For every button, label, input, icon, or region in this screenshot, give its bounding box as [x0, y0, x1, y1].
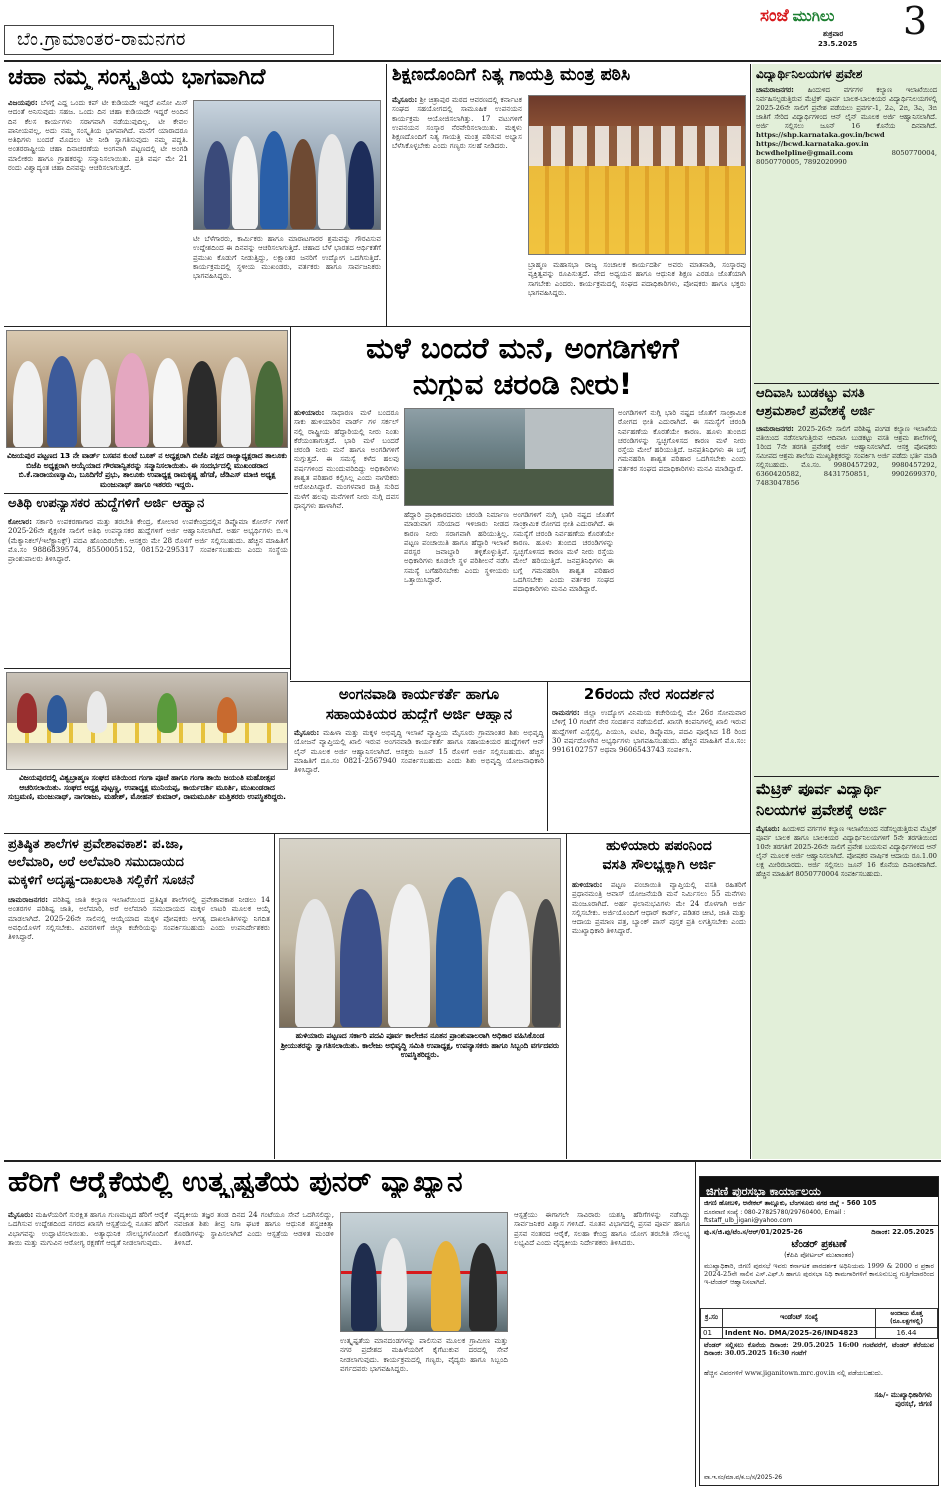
- col-rule-1: [386, 64, 387, 326]
- tender-cell-amount: 16.44: [876, 1327, 938, 1338]
- rain-dateline: ಹುಳಿಯಾರು:: [294, 408, 325, 417]
- col-rule-school: [274, 833, 275, 1159]
- hostel-email[interactable]: bcwdhelpline@gmail.com: [756, 149, 854, 157]
- tender-notice: [699, 1176, 939, 1486]
- college-photo: [279, 838, 561, 1028]
- rain-col-3: ಅಂಗಡಿಗಳಿಗೆ ನುಗ್ಗಿ ಭಾರಿ ನಷ್ಟದ ಜೊತೆಗೆ ಸಾಂಕ್ರಾಮಿಕ ರೋಗದ ಭೀತಿ ಎದುರಾಗಿದೆ. ಈ ಸಮಸ್ಯೆಗೆ ಚರಂಡಿ ನಿರ್ವಹಣೆಯ ಕೊರತೆಯೇ ಕಾರಣ. ಹೂಳು ತುಂಬಿದ ಚರಂಡಿಗಳನ್ನು ಸ್ವಚ್ಛಗೊಳಿಸದ ಕಾರಣ ಮಳೆ ನೀರು ರಸ್ತೆಯ ಮೇಲೆ ಹರಿಯುತ್ತಿದೆ. ಜನಪ್ರತಿನಿಧಿಗಳು ಈ ಬಗ್ಗೆ ಗಮನಹರಿಸಿ ಶಾಶ್ವತ ಪರಿಹಾರ ಒದಗಿಸಬೇಕು ಎಂದು ವರ್ತಕರ ಸಂಘದ ಪದಾಧಿಕಾರಿಗಳು ಮನವಿ ಮಾಡಿದ್ದಾರೆ.: [513, 510, 614, 594]
- tender-col-amount: ಅಂದಾಜು ಮೊತ್ತ (ರೂ.ಲಕ್ಷಗಳಲ್ಲಿ): [876, 1308, 938, 1327]
- tender-cell-sl: 01: [701, 1327, 723, 1338]
- tender-notice-title: ಟೆಂಡರ್ ಪ್ರಕಟಣೆ: [791, 1239, 847, 1250]
- anganwadi-body-text: ಮಹಿಳಾ ಮತ್ತು ಮಕ್ಕಳ ಅಭಿವೃದ್ಧಿ ಇಲಾಖೆ ವ್ಯಾಪ್ತಿಯ ಮೈಸೂರು ಗ್ರಾಮಾಂತರ ಶಿಶು ಅಭಿವೃದ್ಧಿ ಯೋಜನೆ ವ್ಯಾಪ್ತಿಯಲ್ಲಿ ಖಾಲಿ ಇರುವ ಅಂಗನವಾಡಿ ಕಾರ್ಯಕರ್ತೆ ಹಾಗೂ ಸಹಾಯಕಿಯರ ಹುದ್ದೆಗಳಿಗೆ ಆನ್ ಲೈನ್ ಮೂಲಕ ಅರ್ಜಿ ಆಹ್ವಾನಿಸಲಾಗಿದೆ. ಆಸಕ್ತರು ಜೂನ್ 15 ರೊಳಗೆ ಅರ್ಜಿ ಸಲ್ಲಿಸಬಹುದು. ಹೆಚ್ಚಿನ ಮಾಹಿತಿಗೆ ದೂ.ಸಂ 0821-2567940 ಸಂಪರ್ಕಿಸಬಹುದು ಎಂದು ಶಿಶು ಅಭಿವೃದ್ಧಿ ಯೋಜನಾಧಿಕಾರಿ ತಿಳಿಸಿದ್ದಾರೆ.: [294, 728, 544, 775]
- heritage-col-3: ಉತ್ಕೃಷ್ಟತೆಯ ಮಾನದಂಡಗಳನ್ನು ಪಾಲಿಸುವ ಮೂಲಕ ಗ್ರಾಮೀಣ ಮತ್ತು ನಗರ ಪ್ರದೇಶದ ಮಹಿಳೆಯರಿಗೆ ಕೈಗೆಟುಕುವ ದರದಲ್ಲಿ ಸೇವೆ ನೀಡಲಾಗುವುದು. ಕಾರ್ಯಕ್ರಮದಲ್ಲಿ ಗಣ್ಯರು, ವೈದ್ಯರು ಹಾಗೂ ಸಿಬ್ಬಂದಿ ವರ್ಗದವರು ಭಾಗವಹಿಸಿದ್ದರು.: [340, 1336, 508, 1373]
- tender-ref: ಪು.ಸ/ಜಿ.ಪು/ಟೆಂ.ಸ/ಆರ್/01/2025-26: [704, 1228, 803, 1236]
- school-headline-3: ಮಕ್ಕಳಿಗೆ ಅದೃಷ್ಟ-ದಾಖಲಾತಿ ಸಲ್ಲಿಕೆಗೆ ಸೂಚನೆ: [8, 874, 195, 888]
- group-photo: [6, 330, 288, 448]
- gayatri-photo: [528, 95, 746, 255]
- lecturer-dateline: ಕೋಲಾರ:: [8, 517, 33, 526]
- gayatri-body-a: [392, 95, 522, 323]
- jobfair-dateline: ರಾಮನಗರ:: [552, 708, 580, 717]
- school-headline-1: ಪ್ರತಿಷ್ಠಿತ ಶಾಲೆಗಳ ಪ್ರವೇಶಾವಕಾಶ: ಪ.ಜಾ,: [8, 838, 184, 852]
- jobfair-headline: 26ರಂದು ನೇರ ಸಂದರ್ಶನ: [583, 686, 715, 703]
- school-body: [8, 895, 270, 1155]
- heritage-col-2: ವೈದ್ಯಕೀಯ ತಜ್ಞರ ತಂಡ ದಿನದ 24 ಗಂಟೆಯೂ ಸೇವೆ ಒದಗಿಸಲಿದ್ದು, ನವಜಾತ ಶಿಶು ತೀವ್ರ ನಿಗಾ ಘಟಕ ಹಾಗೂ ಆಧುನಿಕ ಶಸ್ತ್ರಚಿಕಿತ್ಸಾ ಕೊಠಡಿಗಳನ್ನು ಸ್ಥಾಪಿಸಲಾಗಿದೆ ಎಂದು ಆಸ್ಪತ್ರೆಯ ಆಡಳಿತ ಮಂಡಳಿ ತಿಳಿಸಿದೆ.: [174, 1210, 334, 1247]
- rain-headline-1: ಮಳೆ ಬಂದರೆ ಮನೆ, ಅಂಗಡಿಗಳಿಗೆ: [366, 332, 679, 365]
- masthead-rule: [4, 60, 941, 62]
- tribal-body: [756, 425, 937, 770]
- rain-col-1: [294, 408, 399, 678]
- rain-col-4: [618, 408, 746, 678]
- heritage-col-1: [8, 1210, 168, 1485]
- gayatri-body-a-text: ಶ್ರೀ ಚಿತ್ರಾಪುರ ಮಠದ ಆವರಣದಲ್ಲಿ ಕರ್ನಾಟಕ ಸಂಘದ ಸಹಯೋಗದಲ್ಲಿ ಸಾಮೂಹಿಕ ಉಪನಯನ ಕಾರ್ಯಕ್ರಮ ಆಯೋಜಿಸಲಾಗಿತ್ತು. 17 ವಟುಗಳಿಗೆ ಉಪನಯನ ಸಂಸ್ಕಾರ ನೆರವೇರಿಸಲಾಯಿತು. ಮಕ್ಕಳು ಶಿಕ್ಷಣದೊಂದಿಗೆ ನಿತ್ಯ ಗಾಯತ್ರಿ ಮಂತ್ರ ಪಠಿಸುವ ಅಭ್ಯಾಸ ಬೆಳೆಸಿಕೊಳ್ಳಬೇಕು ಎಂದು ಗಣ್ಯರು ಸಲಹೆ ನೀಡಿದರು.: [392, 95, 522, 151]
- tea-body-b: ಟೀ ಬೆಳೆಗಾರರು, ಕಾರ್ಮಿಕರು ಹಾಗೂ ಮಾರಾಟಗಾರರ ಶ್ರಮವನ್ನು ಗೌರವಿಸುವ ಉದ್ದೇಶದಿಂದ ಈ ದಿನವನ್ನು ಆಚರಿಸಲಾಗುತ್ತಿದೆ. ಚಹಾದ ಬೆಳೆ ಭಾರತದ ಆರ್ಥಿಕತೆಗೆ ಪ್ರಮುಖ ಕೊಡುಗೆ ನೀಡುತ್ತಿದ್ದು, ಲಕ್ಷಾಂತರ ಜನರಿಗೆ ಉದ್ಯೋಗ ಒದಗಿಸುತ್ತಿದೆ. ಕಾರ್ಯಕ್ರಮದಲ್ಲಿ ಸ್ಥಳೀಯ ಮುಖಂಡರು, ವರ್ತಕರು ಹಾಗೂ ಸಾರ್ವಜನಿಕರು ಭಾಗವಹಿಸಿದ್ದರು.: [193, 234, 381, 281]
- tea-body-a-text: ಬೆಳಗ್ಗೆ ಎದ್ದ ಒಂದು ಕಪ್ ಟೀ ಕುಡಿಯದೇ ಇದ್ದರೆ ಏನೋ ಮಿಸ್ ಆದಂತೆ ಅನಿಸುವುದು ಸಹಜ. ಒಂದು ದಿನ ಚಹಾ ಕುಡಿಯದೇ ಇದ್ದರೆ ಅಂದಿನ ದಿನ ಕೆಲಸ ಕಾರ್ಯಗಳು ಸರಾಗವಾಗಿ ನಡೆಯುವುದಿಲ್ಲ. ಟೀ ಕೇವಲ ಪಾನೀಯವಲ್ಲ, ಅದು ನಮ್ಮ ಸಂಸ್ಕೃತಿಯ ಭಾಗವಾಗಿದೆ. ಮನೆಗೆ ಯಾರಾದರೂ ಅತಿಥಿಗಳು ಬಂದರೆ ಮೊದಲು ಟೀ ನೀಡಿ ಸ್ವಾಗತಿಸುವುದು ನಮ್ಮ ಪದ್ಧತಿ. ಅಂತರರಾಷ್ಟ್ರೀಯ ಚಹಾ ದಿನಾಚರಣೆಯ ಅಂಗವಾಗಿ ಪಟ್ಟಣದಲ್ಲಿ ಟೀ ಅಂಗಡಿ ಮಾಲೀಕರು ಹಾಗೂ ಗ್ರಾಹಕರನ್ನು ಸನ್ಮಾನಿಸಲಾಯಿತು. ಪ್ರತಿ ವರ್ಷ ಮೇ 21 ರಂದು ವಿಶ್ವಾದ್ಯಂತ ಚಹಾ ದಿನವನ್ನು ಆಚರಿಸಲಾಗುತ್ತದೆ.: [8, 98, 188, 173]
- tea-dateline: ವಿಜಯಪುರ:: [8, 98, 38, 107]
- tea-headline: ಚಹಾ ನಮ್ಮ ಸಂಸ್ಕೃತಿಯ ಭಾಗವಾಗಿದೆ: [8, 65, 266, 90]
- lecturer-body: [8, 517, 288, 667]
- page-number: 3: [903, 0, 928, 43]
- matric-body-text: ಹಿಂದುಳಿದ ವರ್ಗಗಳ ಕಲ್ಯಾಣ ಇಲಾಖೆಯಿಂದ ನಡೆಸಲ್ಪಡುತ್ತಿರುವ ಮೆಟ್ರಿಕ್ ಪೂರ್ವ ಬಾಲಕ ಹಾಗೂ ಬಾಲಕಿಯರ ವಿದ್ಯಾರ್ಥಿನಿಲಯಗಳಿಗೆ 5ನೇ ತರಗತಿಯಿಂದ 10ನೇ ತರಗತಿಗೆ 2025-26ನೇ ಸಾಲಿಗೆ ಪ್ರವೇಶ ಬಯಸುವ ವಿದ್ಯಾರ್ಥಿಗಳಿಂದ ಆನ್ ಲೈನ್ ಮೂಲಕ ಅರ್ಜಿ ಆಹ್ವಾನಿಸಲಾಗಿದೆ. ಪೋಷಕರ ವಾರ್ಷಿಕ ಆದಾಯ ರೂ.1.00 ಲಕ್ಷ ಮೀರಿರಬಾರದು. ಅರ್ಜಿ ಸಲ್ಲಿಸಲು ಜೂನ್ 16 ಕೊನೆಯ ದಿನಾಂಕವಾಗಿದೆ. ಹೆಚ್ಚಿನ ಮಾಹಿತಿಗೆ 8050770004 ಸಂಪರ್ಕಿಸಬಹುದು.: [756, 825, 937, 878]
- matric-headline-1: ಮೆಟ್ರಿಕ್ ಪೂರ್ವ ವಿದ್ಯಾರ್ಥಿ: [756, 781, 882, 798]
- school-headline-2: ಅಲೆಮಾರಿ, ಅರೆ ಅಲೆಮಾರಿ ಸಮುದಾಯದ: [8, 856, 184, 870]
- masthead: [0, 0, 945, 58]
- anganwadi-dateline: ಮೈಸೂರು:: [294, 728, 320, 737]
- huliyar-headline-2: ವಸತಿ ಸೌಲಭ್ಯಕ್ಕಾಗಿ ಅರ್ಜಿ: [602, 857, 716, 873]
- hostel-phones: 8050770004, 8050770005, 7892020990: [756, 149, 937, 166]
- gayatri-body-b: ಬ್ರಾಹ್ಮಣ ಮಹಾಸಭಾ ರಾಜ್ಯ ಸಂಚಾಲಕ ಕಾರ್ಯದರ್ಶಿ ಅವರು ಮಾತನಾಡಿ, ಸಂಸ್ಕಾರವು ವ್ಯಕ್ತಿತ್ವವನ್ನು ರೂಪಿಸುತ್ತದೆ. ವೇದ ಅಧ್ಯಯನ ಹಾಗೂ ಆಧುನಿಕ ಶಿಕ್ಷಣ ಎರಡೂ ಜೊತೆಯಾಗಿ ಸಾಗಬೇಕು ಎಂದರು. ಕಾರ್ಯಕ್ರಮದಲ್ಲಿ ಸಂಘದ ಪದಾಧಿಕಾರಿಗಳು, ಪೋಷಕರು ಹಾಗೂ ಭಕ್ತರು ಭಾಗವಹಿಸಿದ್ದರು.: [528, 260, 746, 297]
- anganwadi-headline-1: ಅಂಗನವಾಡಿ ಕಾರ್ಯಕರ್ತೆ ಹಾಗೂ: [338, 686, 500, 703]
- rain-col-4-text: ಅಂಗಡಿಗಳಿಗೆ ನುಗ್ಗಿ ಭಾರಿ ನಷ್ಟದ ಜೊತೆಗೆ ಸಾಂಕ್ರಾಮಿಕ ರೋಗದ ಭೀತಿ ಎದುರಾಗಿದೆ. ಈ ಸಮಸ್ಯೆಗೆ ಚರಂಡಿ ನಿರ್ವಹಣೆಯ ಕೊರತೆಯೇ ಕಾರಣ. ಹೂಳು ತುಂಬಿದ ಚರಂಡಿಗಳನ್ನು ಸ್ವಚ್ಛಗೊಳಿಸದ ಕಾರಣ ಮಳೆ ನೀರು ರಸ್ತೆಯ ಮೇಲೆ ಹರಿಯುತ್ತಿದೆ. ಜನಪ್ರತಿನಿಧಿಗಳು ಈ ಬಗ್ಗೆ ಗಮನಹರಿಸಿ ಶಾಶ್ವತ ಪರಿಹಾರ ಒದಗಿಸಬೇಕು ಎಂದು ವರ್ತಕರ ಸಂಘದ ಪದಾಧಿಕಾರಿಗಳು ಮನವಿ ಮಾಡಿದ್ದಾರೆ.: [618, 408, 746, 473]
- section-label: ಬೆಂ.ಗ್ರಾಮಾಂತರ-ರಾಮನಗರ: [17, 30, 186, 50]
- issue-date: 23.5.2025: [818, 40, 858, 48]
- tribal-dateline: ಚಾಮರಾಜನಗರ:: [756, 425, 794, 433]
- gayatri-headline: ಶಿಕ್ಷಣದೊಂದಿಗೆ ನಿತ್ಯ ಗಾಯತ್ರಿ ಮಂತ್ರ ಪಠಿಸಿ: [392, 65, 631, 85]
- tender-intro: ಮುಖ್ಯಾಧಿಕಾರಿ, ಜಿಗಣಿ ಪುರಸಭೆ ಇವರು ಕರ್ನಾಟಕ ಪಾರದರ್ಶಕ ಅಧಿನಿಯಮ 1999 & 2000 ರ ಪ್ರಕಾರ 2024-25ನೇ ಸಾಲಿನ ಎಸ್.ಎಫ್.ಸಿ ಹಾಗೂ ಪುರಸಭಾ ನಿಧಿ ಕಾಮಗಾರಿಗಳಿಗೆ ಕಾನೂನುಬದ್ಧ ಗುತ್ತಿಗೆದಾರರಿಂದ ಇ-ಟೆಂಡರ್ ಆಹ್ವಾನಿಸಲಾಗಿದೆ.: [704, 1261, 934, 1287]
- heritage-photo: [340, 1212, 508, 1332]
- tender-ref-date: ದಿನಾಂಕ: 22.05.2025: [871, 1228, 934, 1236]
- school-body-text: ಪರಿಶಿಷ್ಟ ಜಾತಿ ಕಲ್ಯಾಣ ಇಲಾಖೆಯಿಂದ ಪ್ರತಿಷ್ಠಿತ ಶಾಲೆಗಳಲ್ಲಿ ಪ್ರವೇಶಾವಕಾಶ ನೀಡಲು 14 ಅಂತರಗಳ ಪರಿಶಿಷ್ಟ ಜಾತಿ, ಅಲೆಮಾರಿ, ಅರೆ ಅಲೆಮಾರಿ ಸಮುದಾಯದ ಮಕ್ಕಳ ಲಾಟರಿ ಮೂಲಕ ಆಯ್ಕೆ ಮಾಡಲಾಗಿದೆ. 2025-26ನೇ ಸಾಲಿನಲ್ಲಿ ಆಯ್ಕೆಯಾದ ಮಕ್ಕಳ ಪೋಷಕರು ಅಗತ್ಯ ದಾಖಲಾತಿಗಳನ್ನು ನಿಗದಿತ ಅವಧಿಯೊಳಗೆ ಸಲ್ಲಿಸಬೇಕು. ವಿವರಗಳಿಗೆ ಜಿಲ್ಲಾ ಕಚೇರಿಯನ್ನು ಸಂಪರ್ಕಿಸಬಹುದು ಎಂದು ಉಪನಿರ್ದೇಶಕರು ತಿಳಿಸಿದ್ದಾರೆ.: [8, 895, 270, 942]
- tender-website[interactable]: ಹೆಚ್ಚಿನ ವಿವರಗಳಿಗೆ www.jiganitown.mrc.gov.in ನಲ್ಲಿ ಪಡೆಯಬಹುದು.: [704, 1368, 883, 1377]
- tribal-body-text: 2025-26ನೇ ಸಾಲಿಗೆ ಪರಿಶಿಷ್ಟ ಪಂಗಡ ಕಲ್ಯಾಣ ಇಲಾಖೆಯ ವತಿಯಿಂದ ನಡೆಸಲಾಗುತ್ತಿರುವ ಆದಿವಾಸಿ ಬುಡಕಟ್ಟು ವಸತಿ ಆಶ್ರಮ ಶಾಲೆಗಳಲ್ಲಿ 1ರಿಂದ 7ನೇ ತರಗತಿ ಪ್ರವೇಶಕ್ಕೆ ಅರ್ಜಿ ಆಹ್ವಾನಿಸಲಾಗಿದೆ. ಆಸಕ್ತ ಪೋಷಕರು ಸಮೀಪದ ಆಶ್ರಮ ಶಾಲೆಯ ಮುಖ್ಯಶಿಕ್ಷಕರನ್ನು ಸಂಪರ್ಕಿಸಿ ಅರ್ಜಿ ಪಡೆದು ಭರ್ತಿ ಮಾಡಿ ಸಲ್ಲಿಸಬಹುದು.: [756, 425, 937, 469]
- table-row: [701, 1327, 938, 1338]
- row-rule-1: [4, 326, 750, 327]
- row-rule-2: [4, 493, 288, 494]
- tender-office: ಜಿಗಣಿ ಪುರಸಭಾ ಕಾರ್ಯಾಲಯ: [706, 1184, 821, 1198]
- tender-signature-place: ಪುರಸಭೆ, ಜಿಗಣಿ: [895, 1399, 932, 1408]
- brand-part2: ಮುಗಿಲು: [792, 7, 835, 25]
- anganwadi-headline-2: ಸಹಾಯಕಿಯರ ಹುದ್ದೆಗೆ ಅರ್ಜಿ ಆಹ್ವಾನ: [325, 706, 513, 723]
- hostel-dateline: ಚಾಮರಾಜನಗರ:: [756, 86, 794, 94]
- sidebar-rule-2: [754, 776, 939, 777]
- rain-col-2: ಹೆದ್ದಾರಿ ಪ್ರಾಧಿಕಾರದವರು ಚರಂಡಿ ನಿರ್ಮಾಣ ಮಾಡುವಾಗ ಸರಿಯಾದ ಇಳಿಜಾರು ನೀಡದ ಕಾರಣ ನೀರು ಸರಾಗವಾಗಿ ಹರಿಯುತ್ತಿಲ್ಲ. ಪಟ್ಟಣ ಪಂಚಾಯಿತಿ ಹಾಗೂ ಹೆದ್ದಾರಿ ಇಲಾಖೆ ಪರಸ್ಪರ ಜವಾಬ್ದಾರಿ ತಳ್ಳಿಕೊಳ್ಳುತ್ತಿವೆ. ಅಧಿಕಾರಿಗಳು ಕೂಡಲೇ ಸ್ಥಳ ಪರಿಶೀಲನೆ ನಡೆಸಿ ಸಮಸ್ಯೆ ಬಗೆಹರಿಸಬೇಕು ಎಂದು ಸ್ಥಳೀಯರು ಒತ್ತಾಯಿಸಿದ್ದಾರೆ.: [404, 510, 509, 585]
- tender-dates: ಟೆಂಡರ್ ಸಲ್ಲಿಸಲು ಕೊನೆಯ ದಿನಾಂಕ: 29.05.2025 16:00 ಗಂಟೆವರೆಗೆ, ಟೆಂಡರ್ ತೆರೆಯುವ ದಿನಾಂಕ: 30.05.2025 16:30 ಗಂಟೆಗೆ: [704, 1340, 934, 1357]
- rain-col-1-text: ಸಾಧಾರಣ ಮಳೆ ಬಂದರೂ ಸಾಕು ಹುಳಿಯಾರಿನ ವಾರ್ಡ್ ಗಳ ಸರ್ಕಲ್ ನಲ್ಲಿ ರಾಷ್ಟ್ರೀಯ ಹೆದ್ದಾರಿಯಲ್ಲಿ ನೀರು ನಿಂತು ಕೆರೆಯಂತಾಗುತ್ತದೆ. ಭಾರಿ ಮಳೆ ಬಂದರೆ ಚರಂಡಿ ನೀರು ಮನೆ ಹಾಗೂ ಅಂಗಡಿಗಳಿಗೆ ನುಗ್ಗುತ್ತದೆ. ಈ ಸಮಸ್ಯೆ ಕಳೆದ ಹಲವು ವರ್ಷಗಳಿಂದ ಮುಂದುವರಿದಿದ್ದು ಅಧಿಕಾರಿಗಳು ಶಾಶ್ವತ ಪರಿಹಾರ ಕಲ್ಪಿಸಿಲ್ಲ ಎಂದು ನಾಗರಿಕರು ಆರೋಪಿಸಿದ್ದಾರೆ. ಮಂಗಳವಾರ ರಾತ್ರಿ ಸುರಿದ ಮಳೆಗೆ ಹಲವು ಮನೆಗಳಿಗೆ ನೀರು ನುಗ್ಗಿ ದವಸ ಧಾನ್ಯಗಳು ಹಾಳಾಗಿವೆ.: [294, 408, 399, 510]
- hostel-link-2[interactable]: https://bcwd.karnataka.gov.in: [756, 140, 869, 148]
- jobfair-body: [552, 708, 746, 828]
- tender-address: ಜಿಗಣಿ ಹೋಬಳಿ, ಆನೇಕಲ್ ತಾಲ್ಲೂಕು, ಬೆಂಗಳೂರು ನಗರ ಜಿಲ್ಲೆ - 560 105: [704, 1199, 877, 1207]
- hostel-body-text: ಹಿಂದುಳಿದ ವರ್ಗಗಳ ಕಲ್ಯಾಣ ಇಲಾಖೆಯಿಂದ ನಿರ್ವಹಿಸಲ್ಪಡುತ್ತಿರುವ ಮೆಟ್ರಿಕ್ ಪೂರ್ವ ಬಾಲಕ-ಬಾಲಕಿಯರ ವಿದ್ಯಾರ್ಥಿನಿಲಯಗಳಲ್ಲಿ 2025-26ನೇ ಸಾಲಿಗೆ ಪ್ರವೇಶ ಪಡೆಯಲು ಪ್ರವರ್ಗ-1, 2ಎ, 2ಬಿ, 3ಎ, 3ಬಿ ಜಾತಿಗೆ ಸೇರಿದ ವಿದ್ಯಾರ್ಥಿಗಳಿಂದ ಆನ್ ಲೈನ್ ಮೂಲಕ ಅರ್ಜಿ ಆಹ್ವಾನಿಸಲಾಗಿದೆ. ಅರ್ಜಿ ಸಲ್ಲಿಸಲು ಜೂನ್ 16 ಕೊನೆಯ ದಿನವಾಗಿದೆ.: [756, 86, 937, 130]
- matric-body: [756, 825, 937, 1155]
- huliyar-body: [572, 880, 746, 1155]
- tender-office-bar: [700, 1177, 938, 1197]
- lecturer-headline: ಅತಿಥಿ ಉಪನ್ಯಾಸಕರ ಹುದ್ದೆಗಳಿಗೆ ಅರ್ಜಿ ಆಹ್ವಾನ: [8, 497, 205, 511]
- huliyar-body-text: ಪಟ್ಟಣ ಪಂಚಾಯಿತಿ ವ್ಯಾಪ್ತಿಯಲ್ಲಿ ವಸತಿ ರಹಿತರಿಗೆ ಪ್ರಧಾನಮಂತ್ರಿ ಆವಾಸ್ ಯೋಜನೆಯಡಿ ಮನೆ ನಿರ್ಮಿಸಲು 55 ಮನೆಗಳು ಮಂಜೂರಾಗಿದೆ. ಅರ್ಹ ಫಲಾನುಭವಿಗಳು ಮೇ 24 ರೊಳಗಾಗಿ ಅರ್ಜಿ ಸಲ್ಲಿಸಬೇಕು. ಅರ್ಜಿಯೊಂದಿಗೆ ಆಧಾರ್ ಕಾರ್ಡ್, ಪಡಿತರ ಚೀಟಿ, ಜಾತಿ ಮತ್ತು ಆದಾಯ ಪ್ರಮಾಣ ಪತ್ರ, ಬ್ಯಾಂಕ್ ಪಾಸ್ ಪುಸ್ತಕ ಪ್ರತಿ ಲಗತ್ತಿಸಬೇಕು ಎಂದು ಮುಖ್ಯಾಧಿಕಾರಿ ತಿಳಿಸಿದ್ದಾರೆ.: [572, 880, 746, 936]
- tender-phone: ದೂರವಾಣಿ ಸಂಖ್ಯೆ : 080-27825780/29760400, Email : ftstaff_ulb_jigani@yahoo.com: [700, 1208, 938, 1226]
- rain-photo: [404, 408, 614, 506]
- anganwadi-body: [294, 728, 544, 828]
- tribal-headline-2: ಆಶ್ರಮಶಾಲೆ ಪ್ರವೇಶಕ್ಕೆ ಅರ್ಜಿ: [756, 405, 875, 419]
- jobfair-body-text: ಜಿಲ್ಲಾ ಉದ್ಯೋಗ ವಿನಿಮಯ ಕಚೇರಿಯಲ್ಲಿ ಮೇ 26ರ ಸೋಮವಾರ ಬೆಳಿಗ್ಗೆ 10 ಗಂಟೆಗೆ ನೇರ ಸಂದರ್ಶನ ನಡೆಯಲಿದೆ. ಖಾಸಗಿ ಕಂಪನಿಗಳಲ್ಲಿ ಖಾಲಿ ಇರುವ ಹುದ್ದೆಗಳಿಗೆ ಎಸ್ಸೆಸ್ಸೆಲ್ಸಿ, ಪಿಯುಸಿ, ಐಟಿಐ, ಡಿಪ್ಲೊಮಾ, ಪದವಿ ಪೂರೈಸಿದ 18 ರಿಂದ 30 ವರ್ಷದೊಳಗಿನ ಅಭ್ಯರ್ಥಿಗಳು ಭಾಗವಹಿಸಬಹುದು. ಹೆಚ್ಚಿನ ಮಾಹಿತಿಗೆ ಮೊ.ಸಂ: 9916102757 ಅಥವಾ 9606543743 ಸಂಪರ್ಕಿಸಿ.: [552, 708, 746, 755]
- school-dateline: ಚಾಮರಾಜನಗರ:: [8, 895, 49, 904]
- lecturer-body-text: ಸರ್ಕಾರಿ ಉಪಕರಣಾಗಾರ ಮತ್ತು ತರಬೇತಿ ಕೇಂದ್ರ, ಕೋಲಾರ ಉಪಕೇಂದ್ರದಲ್ಲಿನ ಡಿಪ್ಲೊಮಾ ಕೋರ್ಸ್ ಗಳಿಗೆ 2025-26ನೇ ಶೈಕ್ಷಣಿಕ ಸಾಲಿಗೆ ಅತಿಥಿ ಉಪನ್ಯಾಸಕರ ಹುದ್ದೆಗಳಿಗೆ ಅರ್ಜಿ ಆಹ್ವಾನಿಸಲಾಗಿದೆ. ಅರ್ಹ ಅಭ್ಯರ್ಥಿಗಳು ಬಿ.ಇ (ಮೆಕ್ಯಾನಿಕಲ್/ಇಲೆಕ್ಟ್ರಾನಿಕ್ಸ್) ಪದವಿ ಹೊಂದಿರಬೇಕು. ಆಸಕ್ತರು ಮೇ 28 ರೊಳಗೆ ಅರ್ಜಿ ಸಲ್ಲಿಸಬಹುದು. ಹೆಚ್ಚಿನ ಮಾಹಿತಿಗೆ ಮೊ.ಸಂ 9886839574, 8550005152, 08152-295317 ಸಂಪರ್ಕಿಸಬಹುದು ಎಂದು ಸಂಸ್ಥೆಯ ಪ್ರಾಂಶುಪಾಲರು ತಿಳಿಸಿದ್ದಾರೆ.: [8, 517, 288, 564]
- row-rule-4: [4, 668, 290, 669]
- tender-col-sl: ಕ್ರ.ಸಂ: [701, 1308, 723, 1327]
- col-rule-tender: [695, 1162, 696, 1487]
- sidebar-rule-1: [754, 383, 939, 384]
- col-rule-rain: [290, 326, 291, 680]
- hostel-headline: ವಿದ್ಯಾರ್ಥಿನಿಲಯಗಳ ಪ್ರವೇಶ: [756, 68, 863, 81]
- heritage-headline: ಹೆರಿಗೆ ಆರೈಕೆಯಲ್ಲಿ ಉತ್ಕೃಷ್ಟತೆಯ ಪುನರ್ ವ್ಯಾಖ್ಯಾನ: [8, 1166, 463, 1198]
- rain-headline-2: ನುಗ್ಗುವ ಚರಂಡಿ ನೀರು!: [412, 368, 633, 401]
- huliyar-headline-1: ಹುಳಿಯಾರು ಪಪಂನಿಂದ: [606, 838, 712, 854]
- gayatri-dateline: ಮೈಸೂರು:: [392, 95, 418, 104]
- tea-photo: [193, 100, 381, 230]
- brand-part1: ಸಂಜೆ: [760, 6, 789, 26]
- matric-dateline: ಮೈಸೂರು:: [756, 825, 780, 833]
- matric-headline-2: ನಿಲಯಗಳ ಪ್ರವೇಶಕ್ಕೆ ಅರ್ಜಿ: [756, 802, 887, 819]
- tender-signature: ಸಹಿ/- ಮುಖ್ಯಾಧಿಕಾರಿಗಳು: [874, 1390, 932, 1399]
- row-rule-5: [4, 833, 750, 834]
- dinner-photo: [6, 672, 288, 770]
- group-photo-caption: ವಿಜಯಪುರ ಪಟ್ಟಣದ 13 ನೇ ವಾರ್ಡ್ ಬಸವನ ಕುಂಟೆ ಬೂತ್ ನ ಅಧ್ಯಕ್ಷರಾಗಿ ಬಿಜೆಪಿ ಪಕ್ಷದ ರಾಜ್ಯಾಧ್ಯಕ್ಷರಾದ ತಾಲೂಕು ಬಿಜೆಪಿ ಅಧ್ಯಕ್ಷರಾಗಿ ಆಯ್ಕೆಯಾದ ಗೌರವಾನ್ವಿತರನ್ನು ಸನ್ಮಾನಿಸಲಾಯಿತು. ಈ ಸಂದರ್ಭದಲ್ಲಿ ಮುಖಂಡರಾದ ಬಿ.ಕೆ.ನಾರಾಯಣಸ್ವಾಮಿ, ಬೂದಿಗೆರೆ ಪ್ರಭು, ತಾಲೂಕು ಉಪಾಧ್ಯಕ್ಷ ರಾಮಕೃಷ್ಣ ಹೆಗಡೆ, ಜೆಡಿಎಸ್ ಮಾಜಿ ಅಧ್ಯಕ್ಷ ಮಂಜುನಾಥ್ ಹಾಗೂ ಇತರರು ಇದ್ದರು.: [7, 451, 287, 489]
- col-rule-job: [547, 681, 548, 831]
- huliyar-dateline: ಹುಳಿಯಾರು:: [572, 880, 603, 889]
- tea-body-a: [8, 98, 188, 320]
- tender-notice-sub: (ಕೆಪಿಪಿ ಪೋರ್ಟಲ್ ಮುಖಾಂತರ): [784, 1250, 854, 1259]
- college-photo-caption: ಹುಳಿಯಾರು ಪಟ್ಟಣದ ಸರ್ಕಾರಿ ಪದವಿ ಪೂರ್ವ ಕಾಲೇಜಿನ ನೂತನ ಪ್ರಾಂಶುಪಾಲರಾಗಿ ಅಧಿಕಾರ ವಹಿಸಿಕೊಂಡ ಶ್ರೀಯುತರನ್ನು ಸ್ವಾಗತಿಸಲಾಯಿತು. ಕಾಲೇಜು ಅಭಿವೃದ್ಧಿ ಸಮಿತಿ ಉಪಾಧ್ಯಕ್ಷ, ಉಪನ್ಯಾಸಕರು ಹಾಗೂ ಸಿಬ್ಬಂದಿ ವರ್ಗದವರು ಉಪಸ್ಥಿತರಿದ್ದರು.: [280, 1031, 560, 1060]
- tender-footer: ವಾ.ಇ.ಸಂ/ಮಾ.ವ/ಕ.ಬ/ಸ/2025-26: [704, 1474, 783, 1481]
- col-rule-huliyar: [566, 833, 567, 1159]
- tender-table: [700, 1308, 938, 1339]
- heritage-col-4: ಆಸ್ಪತ್ರೆಯು ಈಗಾಗಲೇ ಸಾವಿರಾರು ಯಶಸ್ವಿ ಹೆರಿಗೆಗಳನ್ನು ನಡೆಸಿದ್ದು ಸಾರ್ವಜನಿಕರ ವಿಶ್ವಾಸ ಗಳಿಸಿದೆ. ನೂತನ ವಿಭಾಗದಲ್ಲಿ ಪ್ರಸವ ಪೂರ್ವ ಹಾಗೂ ಪ್ರಸವ ನಂತರದ ಆರೈಕೆ, ಸಲಹಾ ಕೇಂದ್ರ ಹಾಗೂ ಯೋಗ ತರಬೇತಿ ಸೌಲಭ್ಯ ಲಭ್ಯವಿದೆ ಎಂದು ವೈದ್ಯಕೀಯ ನಿರ್ದೇಶಕರು ತಿಳಿಸಿದರು.: [514, 1210, 690, 1247]
- hostel-link-1[interactable]: https://shp.karnataka.gov.in/bcwd: [756, 131, 885, 139]
- tender-cell-indent: Indent No. DMA/2025-26/IND4823: [723, 1327, 876, 1338]
- heritage-col-1-text: ಮಹಿಳೆಯರಿಗೆ ಸುರಕ್ಷಿತ ಹಾಗೂ ಗುಣಮಟ್ಟದ ಹೆರಿಗೆ ಆರೈಕೆ ಒದಗಿಸುವ ಉದ್ದೇಶದಿಂದ ನಗರದ ಖಾಸಗಿ ಆಸ್ಪತ್ರೆಯಲ್ಲಿ ನೂತನ ಹೆರಿಗೆ ವಿಭಾಗವನ್ನು ಉದ್ಘಾಟಿಸಲಾಯಿತು. ಅತ್ಯಾಧುನಿಕ ಸೌಲಭ್ಯಗಳೊಂದಿಗೆ ತಾಯಿ ಮತ್ತು ಮಗುವಿನ ಆರೋಗ್ಯ ರಕ್ಷಣೆಗೆ ಆದ್ಯತೆ ನೀಡಲಾಗುವುದು.: [8, 1210, 168, 1247]
- tender-col-indent: ಇಂಡೆಂಟ್ ಸಂಖ್ಯೆ: [723, 1308, 876, 1327]
- section-label-box: [4, 25, 334, 55]
- tender-table-head: [701, 1308, 938, 1327]
- issue-day: ಶುಕ್ರವಾರ: [823, 30, 844, 38]
- heritage-dateline: ಮೈಸೂರು:: [8, 1210, 34, 1219]
- dinner-photo-caption: ವಿಜಯಪುರದಲ್ಲಿ ವಿಶ್ವಬ್ರಾಹ್ಮಣ ಸಂಘದ ವತಿಯಿಂದ ಗಂಗಾ ಪೂಜೆ ಹಾಗೂ ಗಂಗಾ ತಾಯಿ ಜಯಂತಿ ಮಹೋತ್ಸವ ಆಚರಿಸಲಾಯಿತು. ಸಂಘದ ಅಧ್ಯಕ್ಷ ಪುಟ್ಟಣ್ಣ, ಉಪಾಧ್ಯಕ್ಷ ಮುನಿಯಪ್ಪ, ಕಾರ್ಯದರ್ಶಿ ಮೂರ್ತಿ, ಮುಖಂಡರಾದ ಸುಬ್ರಮಣಿ, ಮಂಜುನಾಥ್, ನಾಗರಾಜು, ಮಹೇಶ್, ಮೋಹನ್ ಕುಮಾರ್, ರಾಮಮೂರ್ತಿ ಮತ್ತಿತರರು ಉಪಸ್ಥಿತರಿದ್ದರು.: [8, 773, 286, 802]
- tribal-contacts: ಮೊ.ಸಂ. 9980457292, 9980457292, 6360420582, 8431750851, 9902699370, 7483047856: [756, 461, 937, 487]
- row-rule-6: [4, 1160, 941, 1162]
- tribal-headline-1: ಆದಿವಾಸಿ ಬುಡಕಟ್ಟು ವಸತಿ: [756, 387, 865, 401]
- col-rule-2: [750, 64, 751, 1159]
- row-rule-3: [290, 681, 750, 682]
- hostel-body: [756, 86, 937, 376]
